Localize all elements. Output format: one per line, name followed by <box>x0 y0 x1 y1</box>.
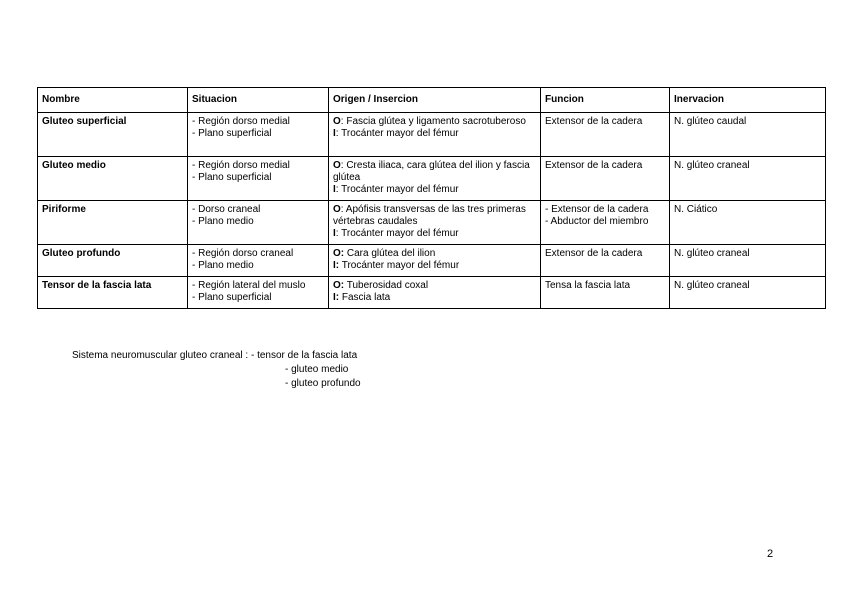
cell-funcion <box>541 277 670 309</box>
insercion-label: I <box>333 228 336 239</box>
note-item: - gluteo profundo <box>285 378 361 389</box>
origen-label: O <box>333 160 341 171</box>
origen-label: O <box>333 204 341 215</box>
cell-nombre: Gluteo profundo <box>38 245 188 277</box>
insercion-text: Trocánter mayor del fémur <box>339 260 460 271</box>
situacion-line: - Plano superficial <box>192 292 272 303</box>
insercion-line <box>333 128 536 140</box>
origen-line <box>333 116 536 128</box>
origen-text: : Apófisis transversas de las tres primeras vértebras caudales <box>333 204 526 227</box>
note-item: - gluteo medio <box>285 364 349 375</box>
page-number: 2 <box>767 548 774 560</box>
origen-label: O <box>333 116 341 127</box>
header-funcion: Funcion <box>541 88 670 113</box>
cell-situacion <box>188 277 329 309</box>
cell-situacion <box>188 245 329 277</box>
cell-origen-insercion <box>329 113 541 157</box>
header-inervacion: Inervacion <box>670 88 826 113</box>
insercion-text: Fascia lata <box>339 292 391 303</box>
origen-line <box>333 248 536 260</box>
situacion-line: - Plano medio <box>192 260 254 271</box>
insercion-label: I <box>333 184 336 195</box>
origen-text: Tuberosidad coxal <box>344 280 429 291</box>
situacion-line: - Dorso craneal <box>192 204 261 215</box>
situacion-line: - Plano superficial <box>192 128 272 139</box>
cell-inervacion: N. Ciático <box>670 201 826 245</box>
table-row <box>38 157 826 201</box>
cell-origen-insercion <box>329 277 541 309</box>
cell-inervacion: N. glúteo caudal <box>670 113 826 157</box>
insercion-text: : Trocánter mayor del fémur <box>335 184 459 195</box>
cell-funcion <box>541 157 670 201</box>
situacion-line: - Plano superficial <box>192 172 272 183</box>
table-header-row <box>38 88 826 113</box>
insercion-line <box>333 228 536 240</box>
table-row <box>38 277 826 309</box>
insercion-label: I: <box>333 260 340 271</box>
cell-nombre: Tensor de la fascia lata <box>38 277 188 309</box>
situacion-line: - Región dorso medial <box>192 160 290 171</box>
table-row <box>38 113 826 157</box>
origen-line <box>333 204 536 228</box>
cell-origen-insercion <box>329 245 541 277</box>
cell-funcion <box>541 245 670 277</box>
cell-nombre: Piriforme <box>38 201 188 245</box>
funcion-line: - Extensor de la cadera <box>545 204 649 215</box>
cell-funcion <box>541 201 670 245</box>
insercion-text: : Trocánter mayor del fémur <box>335 128 459 139</box>
origen-text: Cara glútea del ilion <box>344 248 436 259</box>
note-lead: Sistema neuromuscular gluteo craneal : - tensor de la fascia lata <box>72 350 358 361</box>
cell-nombre: Gluteo superficial <box>38 113 188 157</box>
insercion-line <box>333 260 536 272</box>
funcion-line: Extensor de la cadera <box>545 116 643 127</box>
insercion-label: I <box>333 128 336 139</box>
cell-situacion <box>188 113 329 157</box>
cell-origen-insercion <box>329 201 541 245</box>
insercion-text: : Trocánter mayor del fémur <box>335 228 459 239</box>
cell-inervacion: N. glúteo craneal <box>670 245 826 277</box>
muscle-table <box>37 87 826 309</box>
neuromuscular-note <box>72 349 361 391</box>
cell-origen-insercion <box>329 157 541 201</box>
cell-inervacion: N. glúteo craneal <box>670 277 826 309</box>
cell-nombre: Gluteo medio <box>38 157 188 201</box>
insercion-label: I: <box>333 292 340 303</box>
situacion-line: - Región dorso medial <box>192 116 290 127</box>
table-row <box>38 245 826 277</box>
origen-label: O: <box>333 248 345 259</box>
insercion-line <box>333 184 536 196</box>
header-situacion: Situacion <box>188 88 329 113</box>
cell-situacion <box>188 157 329 201</box>
situacion-line: - Región dorso craneal <box>192 248 294 259</box>
cell-inervacion: N. glúteo craneal <box>670 157 826 201</box>
funcion-line: Extensor de la cadera <box>545 160 643 171</box>
funcion-line: Extensor de la cadera <box>545 248 643 259</box>
funcion-line: - Abductor del miembro <box>545 216 649 227</box>
cell-situacion <box>188 201 329 245</box>
cell-funcion <box>541 113 670 157</box>
funcion-line: Tensa la fascia lata <box>545 280 631 291</box>
situacion-line: - Región lateral del muslo <box>192 280 306 291</box>
table-row <box>38 201 826 245</box>
header-origen-insercion: Origen / Insercion <box>329 88 541 113</box>
origen-text: : Cresta iliaca, cara glútea del ilion y fascia glútea <box>333 160 530 183</box>
origen-line <box>333 280 536 292</box>
insercion-line <box>333 292 536 304</box>
origen-label: O: <box>333 280 345 291</box>
origen-line <box>333 160 536 184</box>
situacion-line: - Plano medio <box>192 216 254 227</box>
header-nombre: Nombre <box>38 88 188 113</box>
origen-text: : Fascia glútea y ligamento sacrotuberoso <box>340 116 526 127</box>
